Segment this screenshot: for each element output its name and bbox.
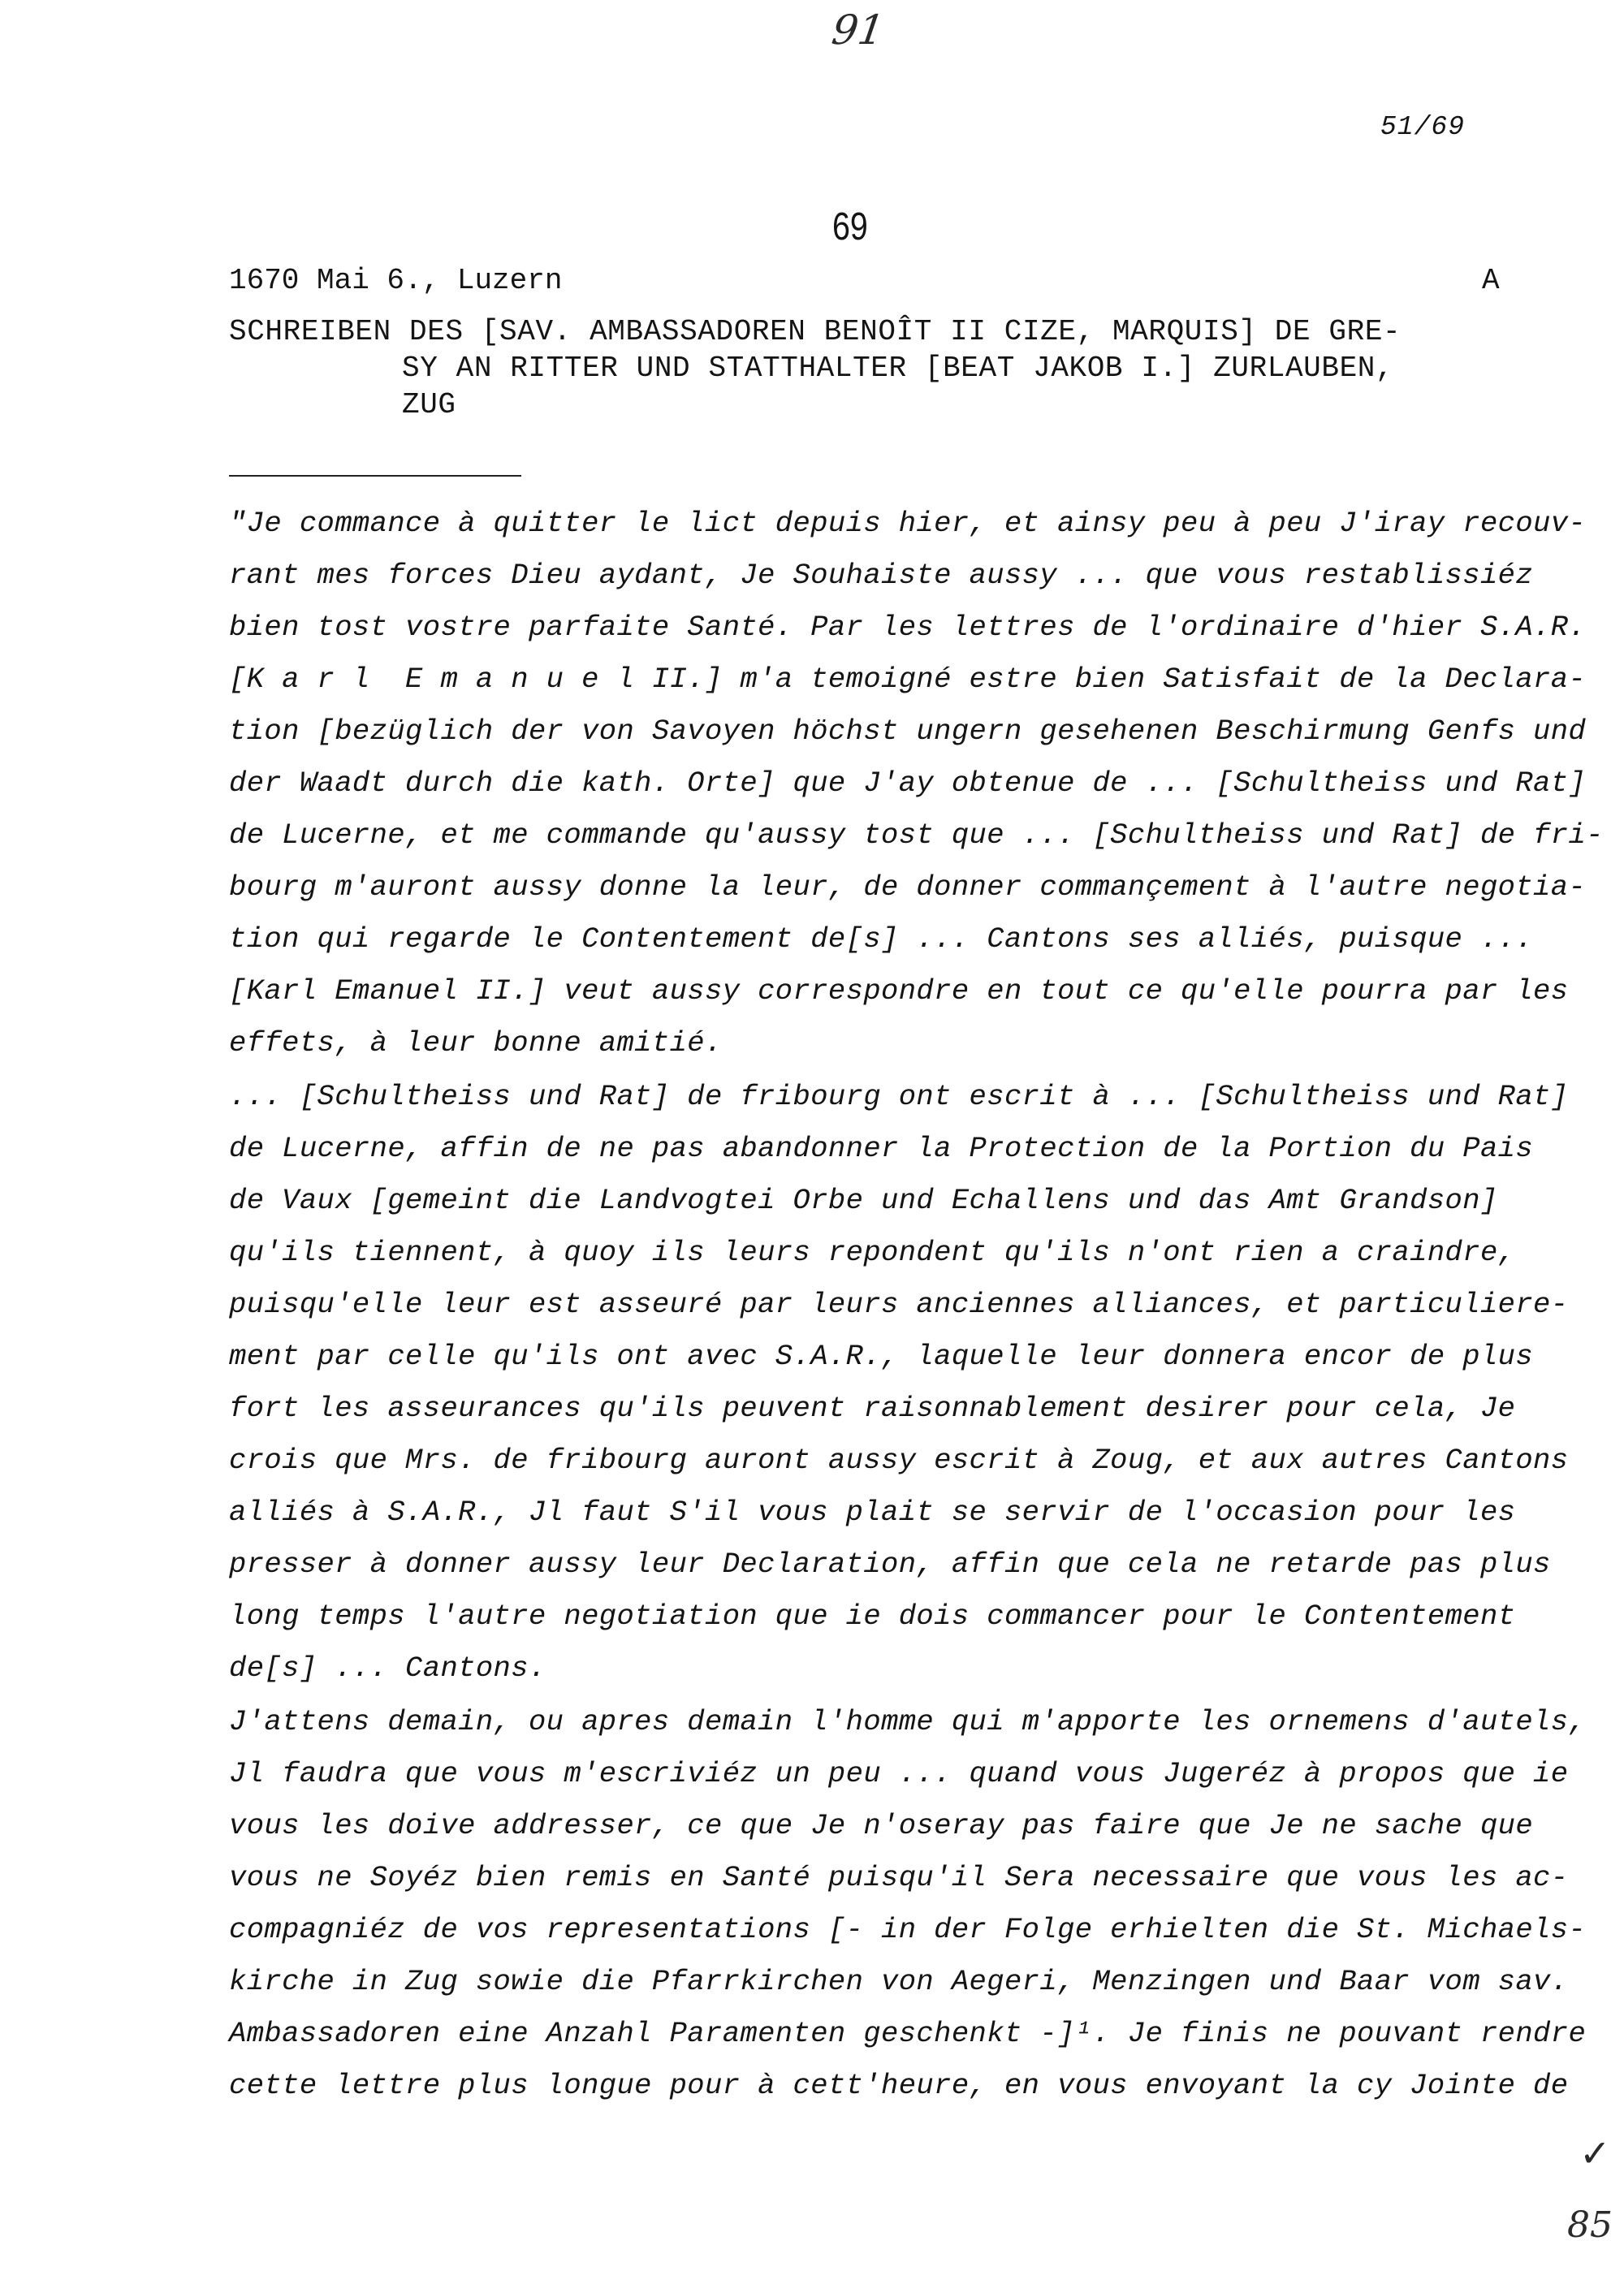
body-line: "Je commance à quitter le lict depuis hier, et ainsy peu à peu J'iray recouv- <box>229 507 1587 540</box>
body-line: effets, à leur bonne amitié. <box>229 1026 723 1060</box>
body-line: vous les doive addresser, ce que Je n'oseray pas faire que Je ne sache que <box>229 1809 1534 1842</box>
handwritten-page-number: 85 <box>1567 2204 1613 2246</box>
heading-line: SY AN RITTER UND STATTHALTER [BEAT JAKOB I.] ZURLAUBEN, <box>402 352 1394 385</box>
document-number: 69 <box>832 205 868 248</box>
body-line: der Waadt durch die kath. Orte] que J'ay obtenue de ... [Schultheiss und Rat] <box>229 766 1587 800</box>
body-line: bourg m'auront aussy donne la leur, de donner commançement à l'autre negotia- <box>229 870 1587 904</box>
body-line: cette lettre plus longue pour à cett'heure, en vous envoyant la cy Jointe de <box>229 2069 1569 2102</box>
body-line: de[s] ... Cantons. <box>229 1651 546 1685</box>
heading-line: ZUG <box>402 388 456 421</box>
body-line: presser à donner aussy leur Declaration, affin que cela ne retarde pas plus <box>229 1548 1551 1581</box>
heading-line: SCHREIBEN DES [SAV. AMBASSADOREN BENOÎT II CIZE, MARQUIS] DE GRE- <box>229 315 1402 348</box>
body-line: kirche in Zug sowie die Pfarrkirchen von Aegeri, Menzingen und Baar vom sav. <box>229 1965 1569 1998</box>
body-line: de Lucerne, et me commande qu'aussy tost que ... [Schultheiss und Rat] de fri- <box>229 818 1604 852</box>
body-line: compagniéz de vos representations [- in der Folge erhielten die St. Michaels- <box>229 1913 1587 1946</box>
body-line: long temps l'autre negotiation que ie dois commancer pour le Contentement <box>229 1600 1516 1633</box>
body-line: rant mes forces Dieu aydant, Je Souhaiste aussy ... que vous restablissiéz <box>229 559 1534 592</box>
body-line: tion [bezüglich der von Savoyen höchst ungern gesehenen Beschirmung Genfs und <box>229 715 1587 748</box>
check-mark-icon: ✓ <box>1579 2131 1611 2175</box>
body-line: bien tost vostre parfaite Santé. Par les lettres de l'ordinaire d'hier S.A.R. <box>229 611 1587 644</box>
date-place-line: 1670 Mai 6., Luzern <box>229 264 563 297</box>
document-type-marker: A <box>1482 264 1500 297</box>
body-line: de Vaux [gemeint die Landvogtei Orbe und Echallens und das Amt Grandson] <box>229 1184 1498 1217</box>
body-line: vous ne Soyéz bien remis en Santé puisqu'il Sera necessaire que vous les ac- <box>229 1861 1569 1894</box>
page-reference: 51/69 <box>1380 112 1466 142</box>
body-line: Jl faudra que vous m'escriviéz un peu ... quand vous Jugeréz à propos que ie <box>229 1757 1569 1790</box>
body-line: tion qui regarde le Contentement de[s] ... Cantons ses alliés, puisque ... <box>229 922 1534 956</box>
body-line: de Lucerne, affin de ne pas abandonner la Protection de la Portion du Pais <box>229 1132 1534 1165</box>
body-line: alliés à S.A.R., Jl faut S'il vous plait se servir de l'occasion pour les <box>229 1496 1516 1529</box>
body-line: [K a r l E m a n u e l II.] m'a temoigné estre bien Satisfait de la Declara- <box>229 663 1587 696</box>
section-divider <box>229 475 521 477</box>
body-line: J'attens demain, ou apres demain l'homme qui m'apporte les ornemens d'autels, <box>229 1705 1587 1738</box>
body-line: [Karl Emanuel II.] veut aussy correspondre en tout ce qu'elle pourra par les <box>229 974 1569 1008</box>
body-line: qu'ils tiennent, à quoy ils leurs repondent qu'ils n'ont rien a craindre, <box>229 1236 1516 1269</box>
body-line: Ambassadoren eine Anzahl Paramenten geschenkt -]¹. Je finis ne pouvant rendre <box>229 2017 1587 2050</box>
body-line: puisqu'elle leur est asseuré par leurs anciennes alliances, et particuliere- <box>229 1288 1569 1321</box>
body-line: crois que Mrs. de fribourg auront aussy escrit à Zoug, et aux autres Cantons <box>229 1444 1569 1477</box>
handwritten-folio-number: 91 <box>828 6 888 54</box>
body-line: ment par celle qu'ils ont avec S.A.R., laquelle leur donnera encor de plus <box>229 1340 1534 1373</box>
body-line: fort les asseurances qu'ils peuvent raisonnablement desirer pour cela, Je <box>229 1392 1516 1425</box>
body-line: ... [Schultheiss und Rat] de fribourg ont escrit à ... [Schultheiss und Rat] <box>229 1080 1569 1113</box>
